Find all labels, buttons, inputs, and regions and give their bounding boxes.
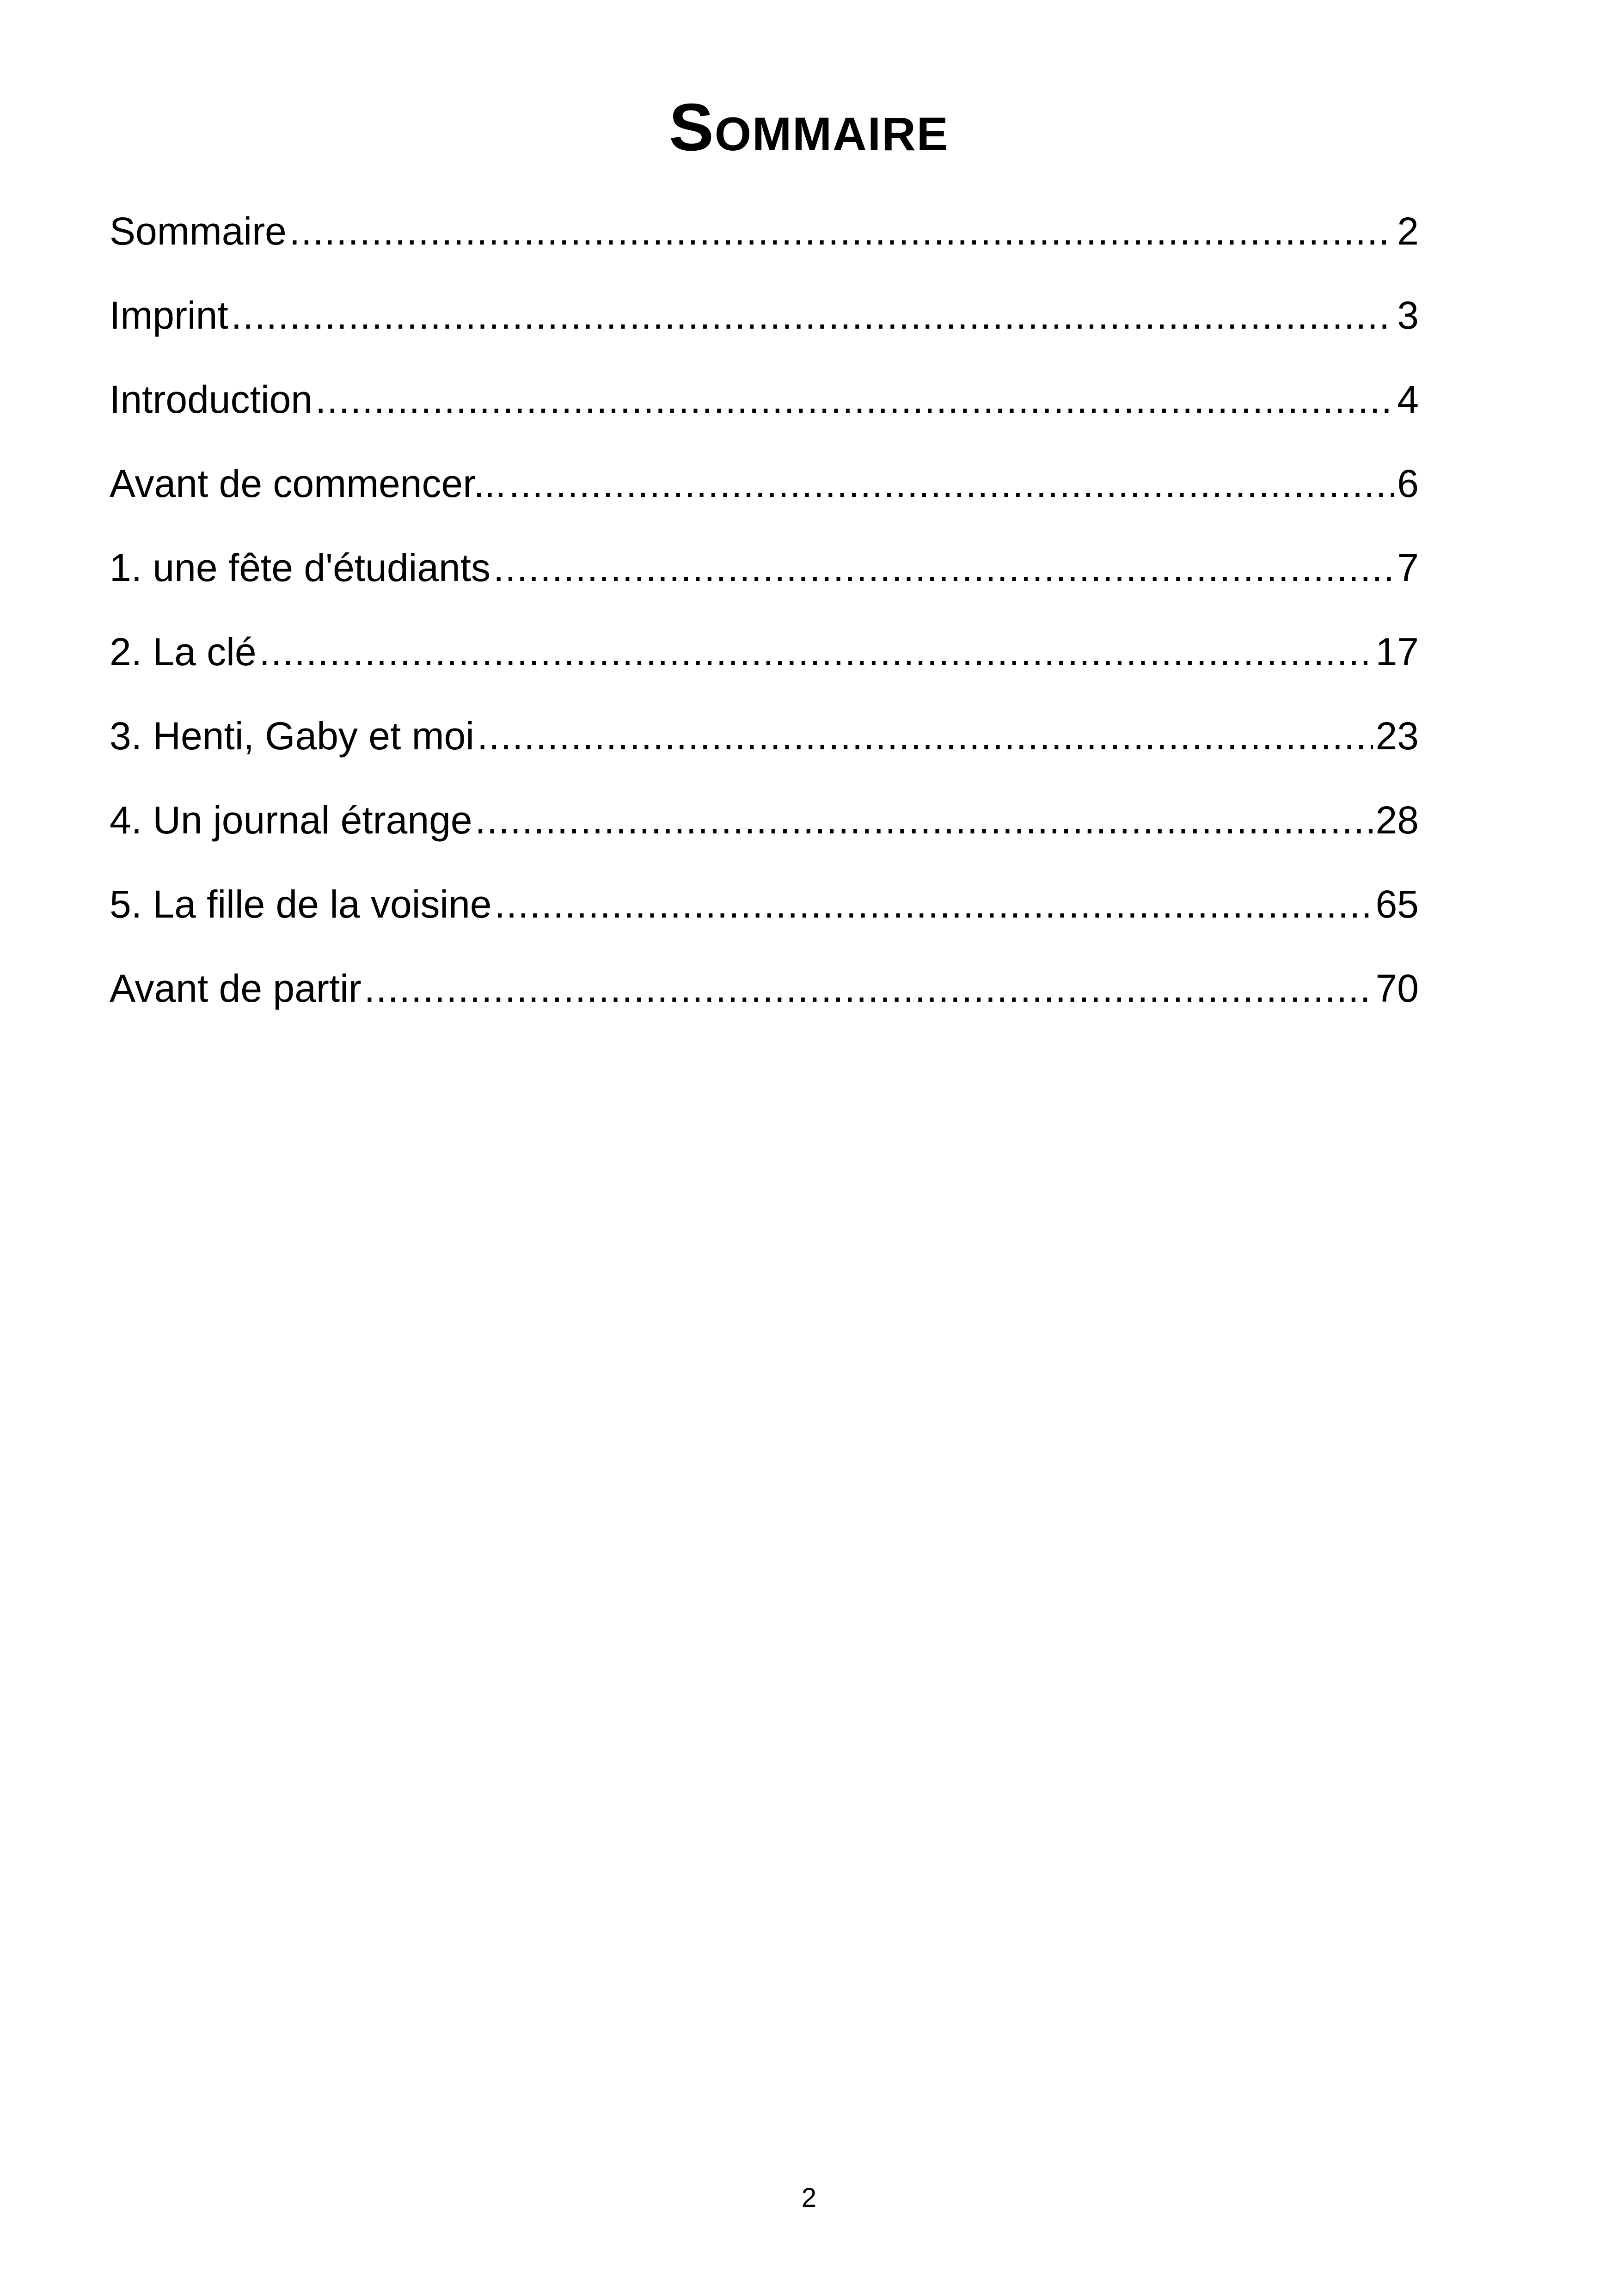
toc-entry-label: Imprint <box>110 294 228 337</box>
toc-leader-dots <box>509 456 1395 511</box>
toc-leader-dots <box>259 624 1373 680</box>
toc-entry-introduction <box>110 372 1419 456</box>
toc-entry-label: 2. La clé <box>110 630 257 673</box>
toc-entry-label: Avant de commencer... <box>110 462 506 505</box>
toc-entry-label: Introduction <box>110 378 313 421</box>
toc-leader-dots <box>289 203 1395 259</box>
footer-page-number: 2 <box>801 2183 817 2213</box>
toc-leader-dots <box>495 876 1373 932</box>
toc-entry-label: 3. Henti, Gaby et moi <box>110 714 475 758</box>
toc-entry-imprint <box>110 288 1419 372</box>
toc-leader-dots <box>477 708 1373 764</box>
toc-entry-page: 7 <box>1397 546 1419 589</box>
toc-entry-page: 17 <box>1375 630 1419 673</box>
toc-entry-chapter-3 <box>110 708 1419 792</box>
toc-entry-chapter-2 <box>110 624 1419 708</box>
toc-entry-page: 2 <box>1397 209 1419 253</box>
toc-entry-label: 1. une fête d'étudiants <box>110 546 491 589</box>
toc-leader-dots <box>475 792 1373 848</box>
toc-entry-avant-de-commencer <box>110 456 1419 540</box>
toc-entry-page: 65 <box>1375 882 1419 926</box>
toc-leader-dots <box>315 372 1394 427</box>
toc-entry-label: 5. La fille de la voisine <box>110 882 492 926</box>
toc-entry-page: 70 <box>1375 967 1419 1010</box>
toc-entry-sommaire <box>110 203 1419 288</box>
toc-entry-page: 28 <box>1375 798 1419 842</box>
toc-leader-dots <box>364 961 1373 1016</box>
toc-entry-chapter-5 <box>110 876 1419 961</box>
toc-entry-label: Sommaire <box>110 209 287 253</box>
page-title: Sommaire <box>669 90 949 165</box>
toc-entry-page: 23 <box>1375 714 1419 758</box>
toc-entry-label: 4. Un journal étrange <box>110 798 472 842</box>
toc-leader-dots <box>493 540 1394 595</box>
toc-entry-page: 3 <box>1397 294 1419 337</box>
toc-entry-page: 4 <box>1397 378 1419 421</box>
toc-entry-page: 6 <box>1397 462 1419 505</box>
toc-entry-label: Avant de partir <box>110 967 362 1010</box>
toc-entry-chapter-4 <box>110 792 1419 876</box>
toc-entry-avant-de-partir <box>110 961 1419 1045</box>
toc-entry-chapter-1 <box>110 540 1419 624</box>
table-of-contents <box>110 203 1419 1045</box>
toc-leader-dots <box>231 288 1395 343</box>
